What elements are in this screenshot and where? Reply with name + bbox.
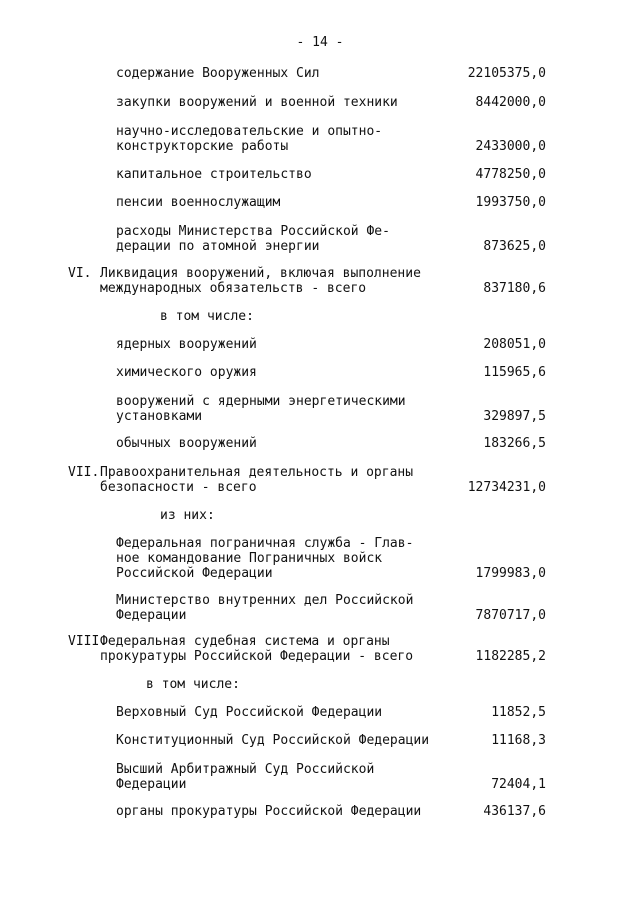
row-value: 12734231,0	[467, 480, 546, 495]
section-number: VII.	[68, 465, 100, 480]
row-label: Министерство внутренних дел Российской Федерации	[116, 593, 414, 623]
row-value: 1182285,2	[475, 649, 546, 664]
row-value: 837180,6	[483, 281, 546, 296]
section-number: VI.	[68, 266, 92, 281]
row-label: Конституционный Суд Российской Федерации	[116, 733, 430, 748]
row-label: капитальное строительство	[116, 167, 312, 182]
row-value: 1993750,0	[475, 195, 546, 210]
row-label: Федеральная судебная система и органы прокуратуры Российской Федерации - всего	[100, 634, 414, 664]
row-label: в том числе:	[146, 677, 240, 692]
page-number: - 14 -	[296, 35, 344, 50]
row-value: 329897,5	[483, 409, 546, 424]
row-label: обычных вооружений	[116, 436, 257, 451]
row-label: пенсии военнослужащим	[116, 195, 281, 210]
row-value: 7870717,0	[475, 608, 546, 623]
row-value: 208051,0	[483, 337, 546, 352]
row-label: научно-исследовательские и опытно- конструкторские работы	[116, 124, 383, 154]
row-value: 183266,5	[483, 436, 546, 451]
row-value: 8442000,0	[475, 95, 546, 110]
row-value: 115965,6	[483, 365, 546, 380]
row-value: 4778250,0	[475, 167, 546, 182]
row-value: 1799983,0	[475, 566, 546, 581]
row-label: Правоохранительная деятельность и органы безопасности - всего	[100, 465, 414, 495]
row-label: закупки вооружений и военной техники	[116, 95, 398, 110]
section-number: VIII.	[68, 634, 108, 649]
row-value: 11168,3	[491, 733, 546, 748]
row-value: 873625,0	[483, 239, 546, 254]
row-value: 11852,5	[491, 705, 546, 720]
row-value: 2433000,0	[475, 139, 546, 154]
row-label: содержание Вооруженных Сил	[116, 66, 320, 81]
row-label: химического оружия	[116, 365, 257, 380]
row-value: 436137,6	[483, 804, 546, 819]
row-value: 72404,1	[491, 777, 546, 792]
row-label: органы прокуратуры Российской Федерации	[116, 804, 422, 819]
row-label: ядерных вооружений	[116, 337, 257, 352]
row-label: расходы Министерства Российской Фе- дерации по атомной энергии	[116, 224, 390, 254]
row-label: Верховный Суд Российской Федерации	[116, 705, 383, 720]
row-label: в том числе:	[160, 309, 254, 324]
row-value: 22105375,0	[467, 66, 546, 81]
row-label: из них:	[160, 508, 215, 523]
row-label: Высший Арбитражный Суд Российской Федерации	[116, 762, 375, 792]
row-label: вооружений с ядерными энергетическими установками	[116, 394, 406, 424]
row-label: Федеральная пограничная служба - Глав- ное командование Пограничных войск Российской Федерации	[116, 536, 414, 581]
row-label: Ликвидация вооружений, включая выполнение международных обязательств - всего	[100, 266, 421, 296]
